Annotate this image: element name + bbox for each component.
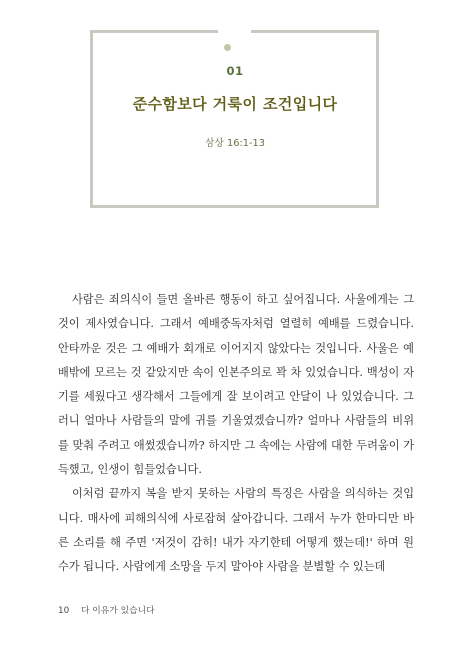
page-number: 10 <box>58 606 70 616</box>
chapter-number: 01 <box>226 64 244 78</box>
paragraph: 사람은 죄의식이 들면 올바른 행동이 하고 싶어집니다. 사울에게는 그것이 제사였습니다. 그래서 예배중독자처럼 열렬히 예배를 드렸습니다. 안타까운 것은 그 예배가 회개로 이어지지 않았다는 것입니다. 사울은 예배밖에 모르는 것 같았지만 속이 인본주의로 꽉 차 있었습니다. 백성이 자기를 세웠다고 생각해서 그들에게 잘 보이려고 안달이 나 있었습니다. 그러니 얼마나 사람들의 말에 귀를 기울였겠습니까? 얼마나 사람들의 비위를 맞춰 주려고 애썼겠습니까? 하지만 그 속에는 사람에 대한 두려움이 가득했고, 인생이 힘들었습니다. <box>58 293 414 477</box>
page-footer <box>58 603 155 616</box>
scripture-reference: 삼상 16:1-13 <box>204 138 266 149</box>
book-title: 다 이유가 있습니다 <box>81 606 155 616</box>
paragraph: 이처럼 끝까지 복을 받지 못하는 사람의 특징은 사람을 의식하는 것입니다. 매사에 피해의식에 사로잡혀 살아갑니다. 그래서 누가 한마디만 바른 소리를 해 주면 '저것이 감히! 내가 자기한테 어떻게 했는데!' 하며 원수가 됩니다. 사람에게 소망을 두지 말아야 사람을 분별할 수 있는데 <box>58 487 414 574</box>
chapter-title: 준수함보다 거룩이 조건입니다 <box>132 95 338 113</box>
ornament-dot <box>224 44 231 51</box>
body-text <box>58 288 414 580</box>
chapter-frame <box>90 30 379 208</box>
